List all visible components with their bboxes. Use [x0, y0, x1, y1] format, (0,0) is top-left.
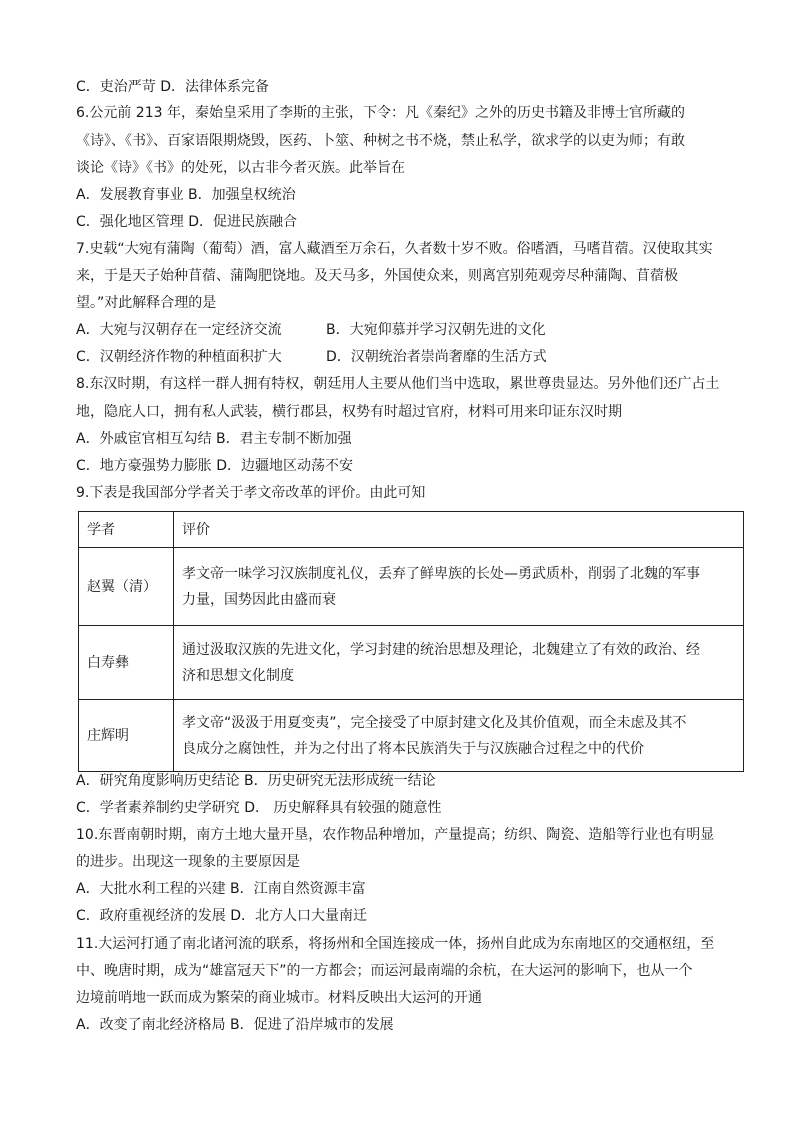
q10-stem-line-1: 10.东晋南朝时期，南方土地大量开垦，农作物品种增加，产量提高；纺织、陶瓷、造船等行业也有明显	[76, 827, 715, 843]
q6-options-cd: C．强化地区管理 D．促进民族融合	[76, 214, 298, 230]
q7-stem-line-3: 望。”对此解释合理的是	[76, 295, 217, 311]
q11-options-ab: A．改变了南北经济格局 B．促进了沿岸城市的发展	[76, 1017, 394, 1033]
header-evaluation: 评价	[174, 512, 744, 548]
table-header-row	[79, 512, 744, 548]
q7-option-d: D．汉朝统治者崇尚奢靡的生活方式	[326, 349, 547, 365]
q8-options-ab: A．外戚宦官相互勾结 B．君主专制不断加强	[76, 431, 352, 447]
q6-stem-line-3: 谈论《诗》《书》的处死，以古非今者灭族。此举旨在	[76, 160, 405, 176]
q8-stem-line-1: 8.东汉时期，有这样一群人拥有特权，朝廷用人主要从他们当中选取，累世尊贵显达。另外他们还广占土	[76, 376, 720, 392]
q9-options-ab: A．研究角度影响历史结论 B．历史研究无法形成统一结论	[76, 773, 436, 789]
q11-stem-line-3: 边境前哨地一跃而成为繁荣的商业城市。材料反映出大运河的开通	[76, 990, 482, 1006]
q7-options-row-2	[76, 347, 746, 367]
q7-option-b: B．大宛仰慕并学习汉朝先进的文化	[326, 322, 546, 338]
q6-stem-line-2: 《诗》、《书》、百家语限期烧毁，医药、卜筮、种树之书不烧，禁止私学，欲求学的以吏为师；有敢	[76, 133, 685, 149]
q10-options-cd: C．政府重视经济的发展 D．北方人口大量南迁	[76, 908, 368, 924]
q7-stem-line-2: 来，于是天子始种苜蓿、蒲陶肥饶地。及天马多，外国使众来，则离宫别苑观旁尽种蒲陶、苜蓿极	[76, 268, 678, 284]
evaluation-text: 力量，国势因此由盛而衰	[182, 591, 336, 608]
table-row	[79, 626, 744, 700]
q8-stem-line-2: 地，隐庇人口，拥有私人武装，横行郡县，权势有时超过官府，材料可用来印证东汉时期	[76, 404, 622, 420]
evaluation-cell	[174, 700, 744, 772]
q6-stem-line-1: 6.公元前 213 年，秦始皇采用了李斯的主张，下令：凡《秦纪》之外的历史书籍及非博士官所藏的	[76, 105, 685, 121]
scholar-name: 白寿彝	[79, 626, 174, 700]
q5-options-cd: C．吏治严苛 D．法律体系完备	[76, 79, 270, 95]
q9-options-cd: C．学者素养制约史学研究 D． 历史解释具有较强的随意性	[76, 800, 442, 816]
q7-options-row-1	[76, 320, 746, 340]
evaluation-table	[78, 511, 744, 772]
q7-stem-line-1: 7.史载“大宛有蒲陶（葡萄）酒，富人藏酒至万余石，久者数十岁不败。俗嗜酒，马嗜苜蓿。汉使取其实	[76, 241, 713, 257]
q11-stem-line-1: 11.大运河打通了南北诸河流的联系，将扬州和全国连接成一体，扬州自此成为东南地区的交通枢纽，至	[76, 936, 715, 952]
table-row	[79, 548, 744, 626]
q6-options-ab: A．发展教育事业 B．加强皇权统治	[76, 187, 296, 203]
q7-option-c: C．汉朝经济作物的种植面积扩大	[76, 349, 282, 365]
evaluation-text: 良成分之腐蚀性，并为之付出了将本民族消失于与汉族融合过程之中的代价	[182, 740, 644, 757]
evaluation-text: 通过汲取汉族的先进文化，学习封建的统治思想及理论，北魏建立了有效的政治、经	[182, 641, 700, 658]
evaluation-text: 孝文帝“汲汲于用夏变夷”，完全接受了中原封建文化及其价值观，而全未虑及其不	[182, 714, 687, 731]
q7-option-a: A．大宛与汉朝存在一定经济交流	[76, 322, 282, 338]
scholar-name: 庄辉明	[79, 700, 174, 772]
scholar-name: 赵翼（清）	[79, 548, 174, 626]
q10-options-ab: A．大批水利工程的兴建 B．江南自然资源丰富	[76, 881, 366, 897]
q10-stem-line-2: 的进步。出现这一现象的主要原因是	[76, 854, 300, 870]
table-row	[79, 700, 744, 772]
evaluation-cell	[174, 626, 744, 700]
evaluation-cell	[174, 548, 744, 626]
q9-stem: 9.下表是我国部分学者关于孝文帝改革的评价。由此可知	[76, 485, 426, 501]
evaluation-text: 孝文帝一味学习汉族制度礼仪，丢弃了鲜卑族的长处—勇武质朴，削弱了北魏的军事	[182, 565, 700, 582]
header-scholar: 学者	[79, 512, 174, 548]
q11-stem-line-2: 中、晚唐时期，成为“雄富冠天下”的一方都会；而运河最南端的余杭，在大运河的影响下，也从一个	[76, 963, 693, 979]
q8-options-cd: C．地方豪强势力膨胀 D．边疆地区动荡不安	[76, 458, 354, 474]
evaluation-text: 济和思想文化制度	[182, 667, 294, 684]
